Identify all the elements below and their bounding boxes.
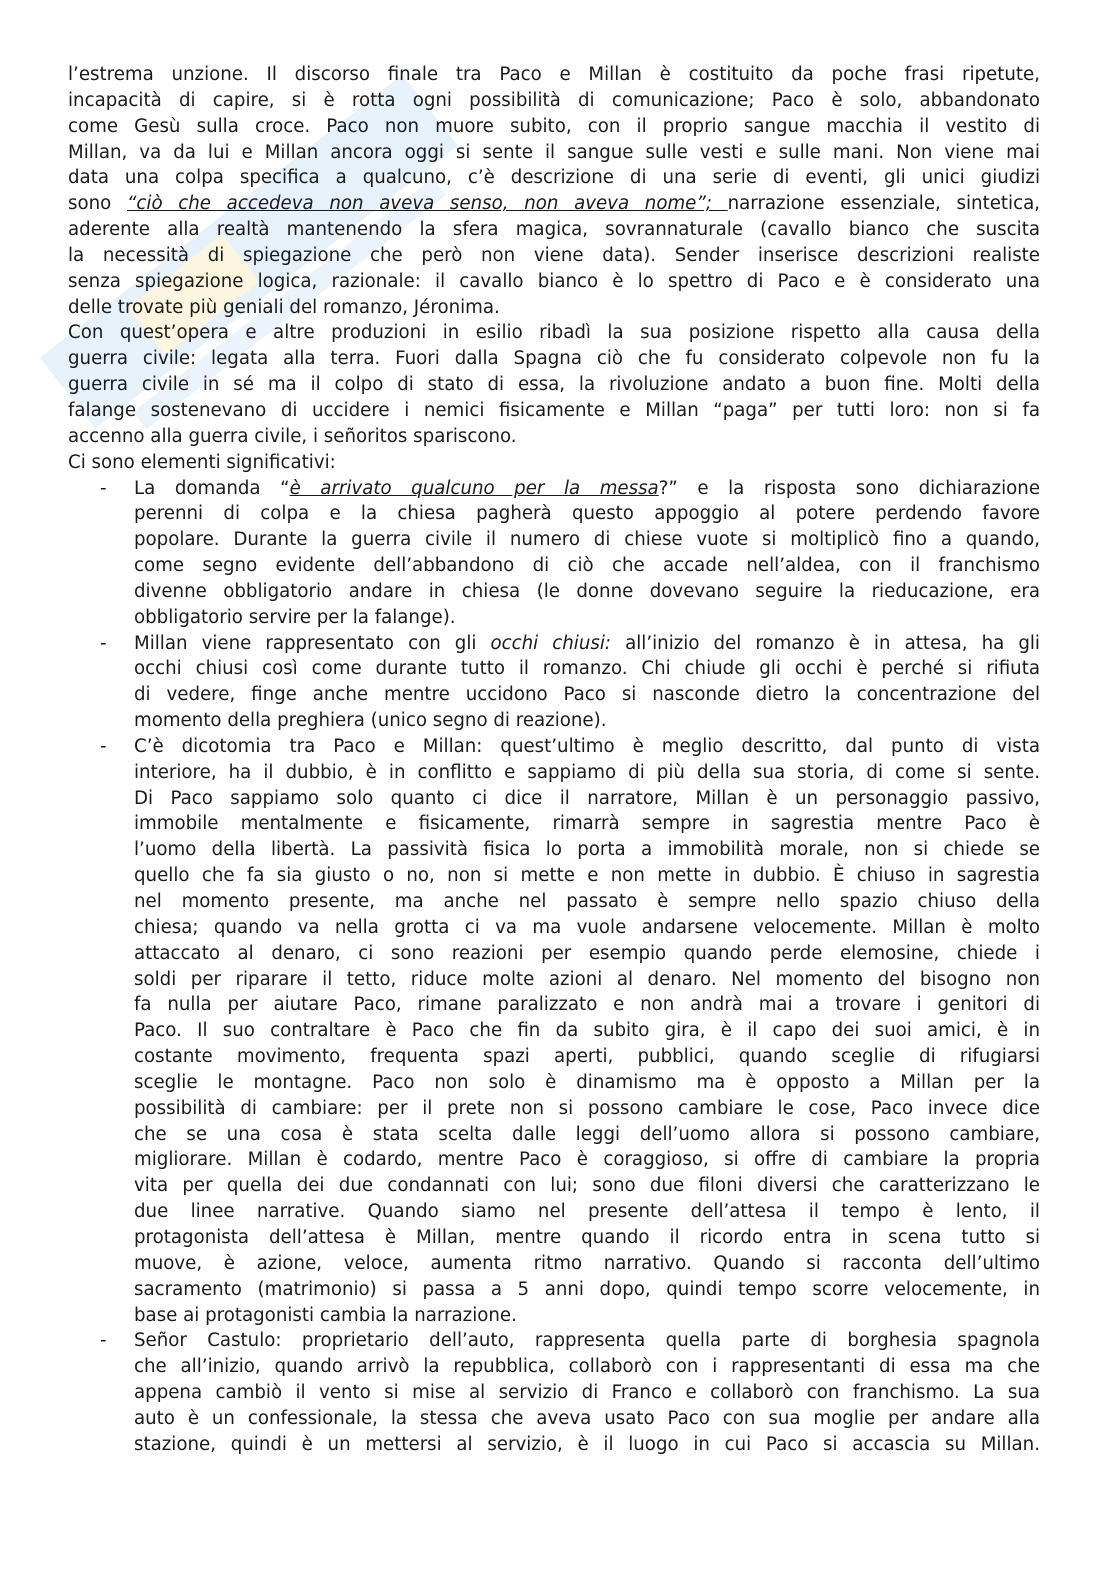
- text-line: [134, 915, 1040, 941]
- text-line: [68, 269, 1040, 295]
- text-run: Millan viene rappresentato con gli: [134, 632, 491, 654]
- emphasis: occhi chiusi:: [490, 632, 612, 654]
- text-run: due linee narrative. Quando siamo nel presente dell’attesa il tempo è lento, il: [134, 1201, 1040, 1223]
- text-line: [134, 1122, 1040, 1148]
- text-run: soldi per riparare il tetto, riduce molte azioni al denaro. Nel momento del bisogno non: [134, 968, 1040, 990]
- text-line: [134, 1225, 1040, 1251]
- text-run: momento della preghiera (unico segno di reazione).: [134, 710, 607, 732]
- paragraph: [68, 320, 1040, 449]
- text-run: base ai protagonisti cambia la narrazione.: [134, 1304, 517, 1326]
- bullet-dash: -: [100, 632, 107, 654]
- text-run: La domanda “: [134, 477, 290, 499]
- quoted-phrase: è arrivato qualcuno per la messa: [289, 477, 659, 499]
- text-line: [134, 1303, 1040, 1329]
- text-line: [68, 243, 1040, 269]
- text-line: [68, 165, 1040, 191]
- text-line: [68, 88, 1040, 114]
- text-line: [68, 191, 1040, 217]
- text-run: Con quest’opera e altre produzioni in esilio ribadì la sua posizione rispetto alla causa della: [68, 322, 1040, 344]
- text-run: senza spiegazione logica, razionale: il cavallo bianco è lo spettro di Paco e è considerato una: [68, 270, 1040, 292]
- text-run: aderente alla realtà mantenendo la sfera magica, sovrannaturale (cavallo bianco che suscita: [68, 219, 1040, 241]
- text-run: C’è dicotomia tra Paco e Millan: quest’ultimo è meglio descritto, dal punto di vista: [134, 735, 1040, 757]
- text-line: [134, 811, 1040, 837]
- text-line: [134, 708, 1040, 734]
- text-line: [134, 1432, 1040, 1458]
- text-run: l’estrema unzione. Il discorso finale tra Paco e Millan è costituito da poche frasi ripetute,: [68, 64, 1040, 85]
- text-run: ?” e la risposta sono dichiarazione: [658, 477, 1041, 499]
- text-run: migliorare. Millan è codardo, mentre Paco è coraggioso, si offre di cambiare la propria: [134, 1149, 1040, 1171]
- text-line: [134, 553, 1040, 579]
- text-run: protagonista dell’attesa è Millan, mentre quando il ricordo entra in scena tutto si: [134, 1226, 1040, 1248]
- text-line: [134, 1070, 1040, 1096]
- text-line: [134, 1380, 1040, 1406]
- text-line: [134, 1096, 1040, 1122]
- text-line: [134, 889, 1040, 915]
- text-line: [134, 734, 1040, 760]
- text-line: [134, 941, 1040, 967]
- text-run: Millan, va da lui e Millan ancora oggi si sente il sangue sulle vesti e sulle mani. Non viene mai: [68, 141, 1040, 163]
- text-line: [68, 320, 1040, 346]
- text-line: [134, 1199, 1040, 1225]
- text-run: sacramento (matrimonio) si passa a 5 anni dopo, quindi tempo scorre velocemente, in: [134, 1278, 1040, 1300]
- text-run: Ci sono elementi significativi:: [68, 451, 336, 473]
- text-line: [134, 605, 1040, 631]
- text-line: [134, 1251, 1040, 1277]
- quoted-phrase: “ciò che accedeva non aveva senso, non aveva nome”;: [126, 193, 728, 215]
- text-line: [134, 501, 1040, 527]
- text-run: nel momento presente, ma anche nel passato è sempre nello spazio chiuso della: [134, 891, 1040, 912]
- text-run: possibilità di cambiare: per il prete non si possono cambiare le cose, Paco invece dice: [134, 1097, 1040, 1119]
- text-line: [68, 217, 1040, 243]
- text-line: [134, 837, 1040, 863]
- text-line: [134, 1018, 1040, 1044]
- text-run: muove, è azione, veloce, aumenta ritmo narrativo. Quando si racconta dell’ultimo: [134, 1252, 1040, 1274]
- text-run: vita per quella dei due condannati con lui; sono due filoni diversi che caratterizzano le: [134, 1175, 1040, 1197]
- text-line: [68, 140, 1040, 166]
- bullet-item: [68, 631, 1040, 734]
- text-run: falange sostenevano di uccidere i nemici fisicamente e Millan “paga” per tutti loro: non si fa: [68, 399, 1040, 421]
- bullet-dash: -: [100, 477, 107, 499]
- text-line: [134, 682, 1040, 708]
- bullet-dash: -: [100, 1330, 107, 1352]
- text-run: guerra civile in sé ma il colpo di stato di essa, la rivoluzione andato a buon fine. Molti della: [68, 374, 1040, 396]
- text-run: chiesa; quando va nella grotta ci va ma vuole andarsene velocemente. Millan è molto: [134, 916, 1040, 938]
- text-run: data una colpa specifica a qualcuno, c’è descrizione di una serie di eventi, gli unici giudizi: [68, 167, 1040, 189]
- text-run: sceglie le montagne. Paco non solo è dinamismo ma è opposto a Millan per la: [134, 1071, 1040, 1093]
- text-line: [134, 579, 1040, 605]
- bullet-dash: -: [100, 735, 107, 757]
- text-run: costante movimento, frequenta spazi aperti, pubblici, quando sceglie di rifugiarsi: [134, 1046, 1040, 1068]
- text-line: [134, 967, 1040, 993]
- bullet-item: [68, 1328, 1040, 1457]
- text-run: l’uomo della libertà. La passività fisica lo porta a immobilità morale, non si chiede se: [134, 839, 1040, 861]
- document-body: [68, 62, 1040, 1458]
- text-run: all’inizio del romanzo è in attesa, ha gli: [611, 632, 1040, 654]
- text-run: come Gesù sulla croce. Paco non muore subito, con il proprio sangue macchia il vestito di: [68, 115, 1040, 137]
- text-run: accenno alla guerra civile, i señoritos spariscono.: [68, 425, 517, 447]
- bullet-item: [68, 734, 1040, 1328]
- text-run: attaccato al denaro, ci sono reazioni per esempio quando perde elemosine, chiede i: [134, 942, 1040, 964]
- text-line: [68, 398, 1040, 424]
- text-run: fa nulla per aiutare Paco, rimane paralizzato e non andrà mai a trovare i genitori di: [134, 994, 1040, 1016]
- text-run: Paco. Il suo contraltare è Paco che fin da subito gira, è il capo dei suoi amici, è in: [134, 1020, 1040, 1042]
- text-line: [134, 992, 1040, 1018]
- text-line: [134, 1354, 1040, 1380]
- text-run: occhi chiusi così come durante tutto il romanzo. Chi chiude gli occhi è perché si rifiuta: [134, 658, 1040, 680]
- text-line: [134, 863, 1040, 889]
- text-line: [134, 656, 1040, 682]
- text-run: di vedere, finge anche mentre uccidono Paco si nasconde dietro la concentrazione del: [134, 684, 1040, 706]
- text-run: che all’inizio, quando arrivò la repubblica, collaborò con i rappresentanti di essa ma che: [134, 1356, 1040, 1378]
- text-line: [134, 1173, 1040, 1199]
- text-run: immobile mentalmente e fisicamente, rimarrà sempre in sagrestia mentre Paco è: [134, 813, 1040, 835]
- text-line: [68, 424, 1040, 450]
- text-run: come segno evidente dell’abbandono di ciò che accade nell’aldea, con il franchismo: [134, 555, 1040, 577]
- text-run: che se una cosa è stata scelta dalle leggi dell’uomo allora si possono cambiare,: [134, 1123, 1040, 1145]
- text-run: appena cambiò il vento si mise al servizio di Franco e collaborò con franchismo. La sua: [134, 1382, 1040, 1404]
- text-run: perenni di colpa e la chiesa pagherà questo appoggio al potere perdendo favore: [134, 503, 1040, 525]
- text-run: popolare. Durante la guerra civile il numero di chiese vuote si moltiplicò fino a quando,: [134, 529, 1040, 551]
- text-line: [134, 786, 1040, 812]
- text-run: obbligatorio servire per la falange).: [134, 606, 456, 628]
- paragraph: [68, 62, 1040, 320]
- text-line: [68, 114, 1040, 140]
- text-run: delle trovate più geniali del romanzo, Jéronima.: [68, 296, 500, 318]
- text-line: [134, 1328, 1040, 1354]
- text-line: [134, 1044, 1040, 1070]
- text-line: [134, 1406, 1040, 1432]
- text-run: Di Paco sappiamo solo quanto ci dice il narratore, Millan è un personaggio passivo,: [134, 787, 1040, 809]
- text-line: [134, 476, 1040, 502]
- text-line: [68, 62, 1040, 88]
- bullet-item: [68, 476, 1040, 631]
- text-run: stazione, quindi è un mettersi al servizio, è il luogo in cui Paco si accascia su Millan.: [134, 1433, 1040, 1455]
- text-run: divenne obbligatorio andare in chiesa (le donne dovevano seguire la rieducazione, era: [134, 580, 1040, 602]
- text-run: incapacità di capire, si è rotta ogni possibilità di comunicazione; Paco è solo, abbandonato: [68, 89, 1040, 111]
- text-line: [134, 1277, 1040, 1303]
- text-line: [68, 295, 1040, 321]
- paragraph: [68, 450, 1040, 476]
- text-line: [134, 760, 1040, 786]
- text-run: narrazione essenziale, sintetica,: [727, 193, 1041, 215]
- text-run: Señor Castulo: proprietario dell’auto, rappresenta quella parte di borghesia spagnola: [134, 1330, 1040, 1352]
- text-line: [68, 450, 1040, 476]
- text-line: [68, 346, 1040, 372]
- text-line: [134, 1147, 1040, 1173]
- text-line: [134, 631, 1040, 657]
- text-run: interiore, ha il dubbio, è in conflitto e sappiamo di più della sua storia, di come si sente.: [134, 761, 1040, 783]
- text-run: sono: [68, 193, 127, 215]
- text-run: auto è un confessionale, la stessa che aveva usato Paco con sua moglie per andare alla: [134, 1407, 1040, 1429]
- text-line: [134, 527, 1040, 553]
- text-line: [68, 372, 1040, 398]
- text-run: la necessità di spiegazione che però non viene data). Sender inserisce descrizioni realiste: [68, 244, 1040, 266]
- text-run: guerra civile: legata alla terra. Fuori dalla Spagna ciò che fu considerato colpevole non fu la: [68, 348, 1040, 370]
- text-run: quello che fa sia giusto o no, non si mette e non mette in dubbio. È chiuso in sagrestia: [134, 865, 1040, 887]
